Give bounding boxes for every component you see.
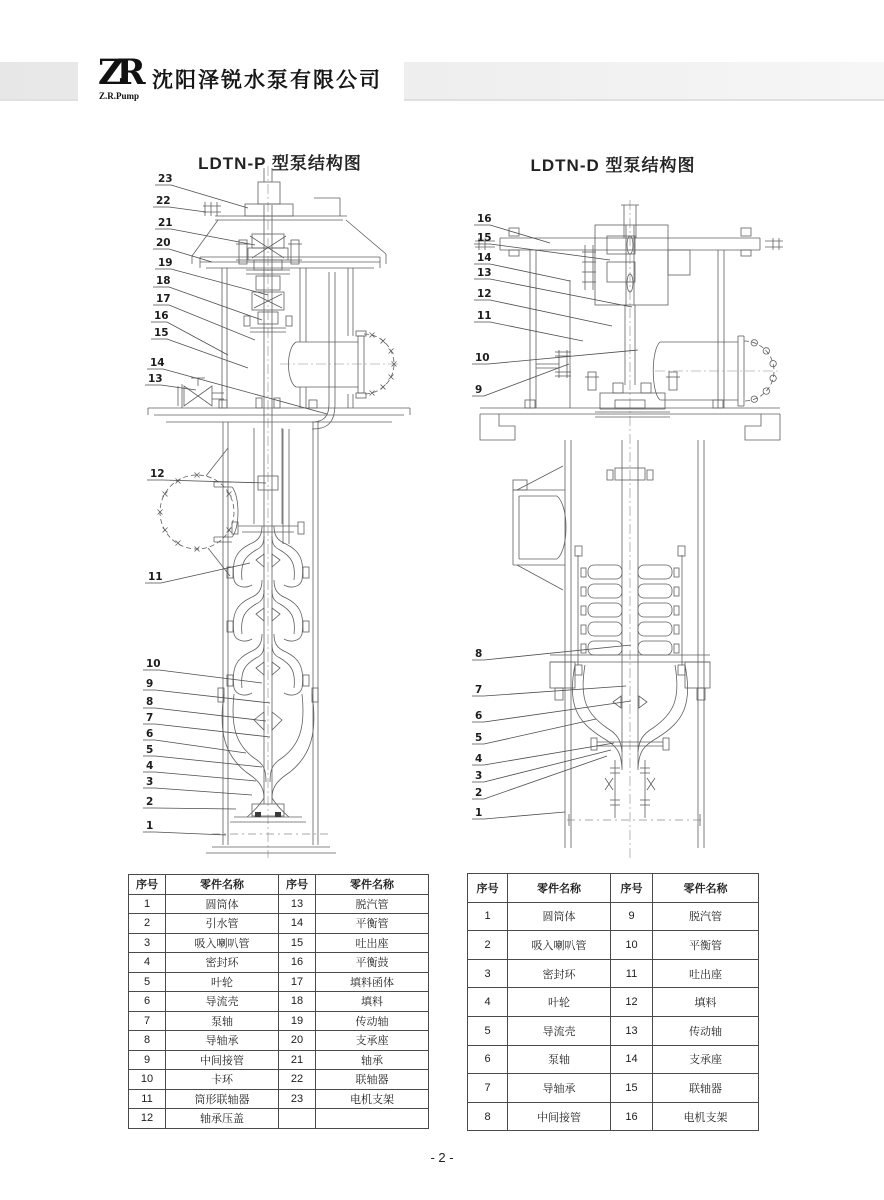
callout-15 (474, 232, 610, 260)
ldtn-p-drawing (118, 146, 440, 862)
cell: 圆筒体 (166, 894, 279, 914)
callout-6 (143, 728, 246, 753)
cell: 16 (611, 1102, 653, 1131)
callout-6 (472, 701, 631, 722)
cell: 15 (279, 933, 316, 953)
callout-number: 11 (148, 571, 163, 583)
cell: 导轴承 (166, 1031, 279, 1051)
column-header: 序号 (468, 874, 508, 903)
cell: 平衡鼓 (316, 953, 429, 973)
table-header (129, 875, 429, 895)
callout-11 (474, 310, 583, 341)
callout-4 (472, 743, 614, 765)
cell: 中间接管 (508, 1102, 611, 1131)
cell: 9 (129, 1050, 166, 1070)
cell: 填料 (316, 992, 429, 1012)
cell: 13 (611, 1016, 653, 1045)
callout-19 (155, 257, 268, 295)
header-row (468, 874, 759, 903)
callout-number: 6 (475, 710, 483, 722)
cell: 4 (129, 953, 166, 973)
callout-number: 10 (146, 658, 161, 670)
callout-number: 4 (146, 760, 154, 772)
cell: 19 (279, 1011, 316, 1031)
cell: 卡环 (166, 1070, 279, 1090)
callout-number: 13 (148, 373, 163, 385)
cell: 泵轴 (166, 1011, 279, 1031)
callout-number: 7 (146, 712, 154, 724)
table-row (129, 1050, 429, 1070)
column-header: 零件名称 (166, 875, 279, 895)
cell: 5 (129, 972, 166, 992)
table-row (129, 894, 429, 914)
callout-number: 1 (146, 820, 154, 832)
table-row (129, 1070, 429, 1090)
cell (316, 1109, 429, 1129)
callout-number: 4 (475, 753, 483, 765)
callout-number: 3 (475, 770, 483, 782)
cell: 13 (279, 894, 316, 914)
column-header: 零件名称 (508, 874, 611, 903)
callout-number: 8 (146, 696, 154, 708)
table-row (468, 1045, 759, 1074)
cell: 平衡管 (653, 931, 759, 960)
table-row (129, 933, 429, 953)
cell: 联轴器 (653, 1074, 759, 1103)
cell: 9 (611, 902, 653, 931)
cell: 14 (279, 914, 316, 934)
cell: 导流壳 (508, 1016, 611, 1045)
cell: 11 (611, 959, 653, 988)
callout-8 (143, 696, 266, 721)
callout-5 (143, 744, 262, 767)
cell: 12 (129, 1109, 166, 1129)
cell: 吸入喇叭管 (166, 933, 279, 953)
callout-number: 3 (146, 776, 154, 788)
callout-number: 5 (146, 744, 154, 756)
cell: 传动轴 (653, 1016, 759, 1045)
column-header: 序号 (611, 874, 653, 903)
table-row (129, 1089, 429, 1109)
cell: 8 (129, 1031, 166, 1051)
table-row (129, 1011, 429, 1031)
callout-number: 18 (156, 275, 171, 287)
cell: 7 (468, 1074, 508, 1103)
cell: 圆筒体 (508, 902, 611, 931)
company-logo-subtext: Z.R.Pump (99, 91, 140, 101)
cell: 密封环 (508, 959, 611, 988)
table-row (468, 902, 759, 931)
callout-7 (472, 684, 626, 696)
callout-number: 8 (475, 648, 483, 660)
callout-5 (472, 719, 596, 744)
cell: 脱汽管 (653, 902, 759, 931)
table-row (129, 953, 429, 973)
cell: 脱汽管 (316, 894, 429, 914)
table-row (468, 931, 759, 960)
table-row (129, 914, 429, 934)
column-header: 零件名称 (653, 874, 759, 903)
cell: 平衡管 (316, 914, 429, 934)
table-row (129, 972, 429, 992)
cell: 密封环 (166, 953, 279, 973)
company-name: 沈阳泽锐水泵有限公司 (152, 69, 382, 92)
cell: 23 (279, 1089, 316, 1109)
table-row (468, 1016, 759, 1045)
column-header: 序号 (279, 875, 316, 895)
cell: 14 (611, 1045, 653, 1074)
cell: 5 (468, 1016, 508, 1045)
callout-15 (151, 327, 248, 368)
table-row (129, 1031, 429, 1051)
callout-number: 12 (150, 468, 165, 480)
cell: 12 (611, 988, 653, 1017)
callout-13 (474, 267, 632, 307)
cell: 导流壳 (166, 992, 279, 1012)
cell: 6 (468, 1045, 508, 1074)
ldtn-d-drawing (455, 150, 785, 865)
cell: 16 (279, 953, 316, 973)
callout-number: 23 (158, 173, 173, 185)
page-number: - 2 - (430, 1150, 454, 1165)
cell: 导轴承 (508, 1074, 611, 1103)
cell: 填料 (653, 988, 759, 1017)
callout-2 (143, 796, 236, 809)
table-row (468, 1074, 759, 1103)
parts-table-ldtn-d (467, 873, 759, 1131)
callout-number: 10 (475, 352, 490, 364)
diagram-title-ldtn-p: LDTN-P 型泵结构图 (198, 154, 362, 173)
callout-number: 14 (477, 252, 492, 264)
callout-number: 16 (477, 213, 492, 225)
cell: 支承座 (653, 1045, 759, 1074)
cell: 叶轮 (508, 988, 611, 1017)
cell: 3 (129, 933, 166, 953)
table-row (468, 988, 759, 1017)
cell: 吐出座 (653, 959, 759, 988)
callout-number: 15 (477, 232, 492, 244)
callout-number: 19 (158, 257, 173, 269)
callout-9 (472, 364, 569, 396)
cell: 20 (279, 1031, 316, 1051)
cell: 填料函体 (316, 972, 429, 992)
cell: 6 (129, 992, 166, 1012)
callout-3 (472, 750, 611, 782)
callout-number: 15 (154, 327, 169, 339)
callout-number: 1 (475, 807, 483, 819)
callout-number: 9 (146, 678, 154, 690)
cell: 1 (468, 902, 508, 931)
table-header (468, 874, 759, 903)
callout-number: 9 (475, 384, 483, 396)
cell: 中间接管 (166, 1050, 279, 1070)
callout-12 (474, 288, 612, 326)
cell: 支承座 (316, 1031, 429, 1051)
callout-22 (153, 195, 206, 212)
callout-8 (472, 645, 631, 660)
callout-number: 2 (146, 796, 154, 808)
callout-number: 5 (475, 732, 483, 744)
callout-1 (143, 820, 226, 835)
cell: 轴承压盖 (166, 1109, 279, 1129)
column-header: 零件名称 (316, 875, 429, 895)
callout-number: 11 (477, 310, 492, 322)
cell: 2 (129, 914, 166, 934)
callout-number: 20 (156, 237, 171, 249)
cell: 吐出座 (316, 933, 429, 953)
header-row (129, 875, 429, 895)
callout-number: 13 (477, 267, 492, 279)
cell: 8 (468, 1102, 508, 1131)
callout-number: 17 (156, 293, 171, 305)
column-header: 序号 (129, 875, 166, 895)
cell: 4 (468, 988, 508, 1017)
callout-4 (143, 760, 256, 781)
cell (279, 1109, 316, 1129)
cell: 2 (468, 931, 508, 960)
cell: 轴承 (316, 1050, 429, 1070)
callout-number: 16 (154, 310, 169, 322)
callout-number: 14 (150, 357, 165, 369)
cell: 15 (611, 1074, 653, 1103)
cell: 1 (129, 894, 166, 914)
cell: 传动轴 (316, 1011, 429, 1031)
cell: 联轴器 (316, 1070, 429, 1090)
callout-number: 22 (156, 195, 171, 207)
table-row (129, 1109, 429, 1129)
cell: 筒形联轴器 (166, 1089, 279, 1109)
cell: 17 (279, 972, 316, 992)
table-row (468, 1102, 759, 1131)
cell: 21 (279, 1050, 316, 1070)
cell: 引水管 (166, 914, 279, 934)
callout-number: 2 (475, 787, 483, 799)
callout-number: 7 (475, 684, 483, 696)
cell: 电机支架 (316, 1089, 429, 1109)
callout-7 (143, 712, 270, 737)
cell: 泵轴 (508, 1045, 611, 1074)
callout-number: 6 (146, 728, 154, 740)
cell: 22 (279, 1070, 316, 1090)
diagram-title-ldtn-d: LDTN-D 型泵结构图 (530, 156, 696, 175)
callout-number: 12 (477, 288, 492, 300)
table-row (129, 992, 429, 1012)
cell: 3 (468, 959, 508, 988)
cell: 吸入喇叭管 (508, 931, 611, 960)
parts-table-ldtn-p (128, 874, 429, 1129)
company-logo: ZR (98, 52, 139, 93)
cell: 叶轮 (166, 972, 279, 992)
cell: 电机支架 (653, 1102, 759, 1131)
table-row (468, 959, 759, 988)
cell: 11 (129, 1089, 166, 1109)
cell: 10 (611, 931, 653, 960)
callout-number: 21 (158, 217, 173, 229)
callout-2 (472, 756, 607, 799)
cell: 7 (129, 1011, 166, 1031)
cell: 10 (129, 1070, 166, 1090)
callout-1 (472, 807, 565, 819)
cell: 18 (279, 992, 316, 1012)
callout-10 (143, 658, 262, 683)
